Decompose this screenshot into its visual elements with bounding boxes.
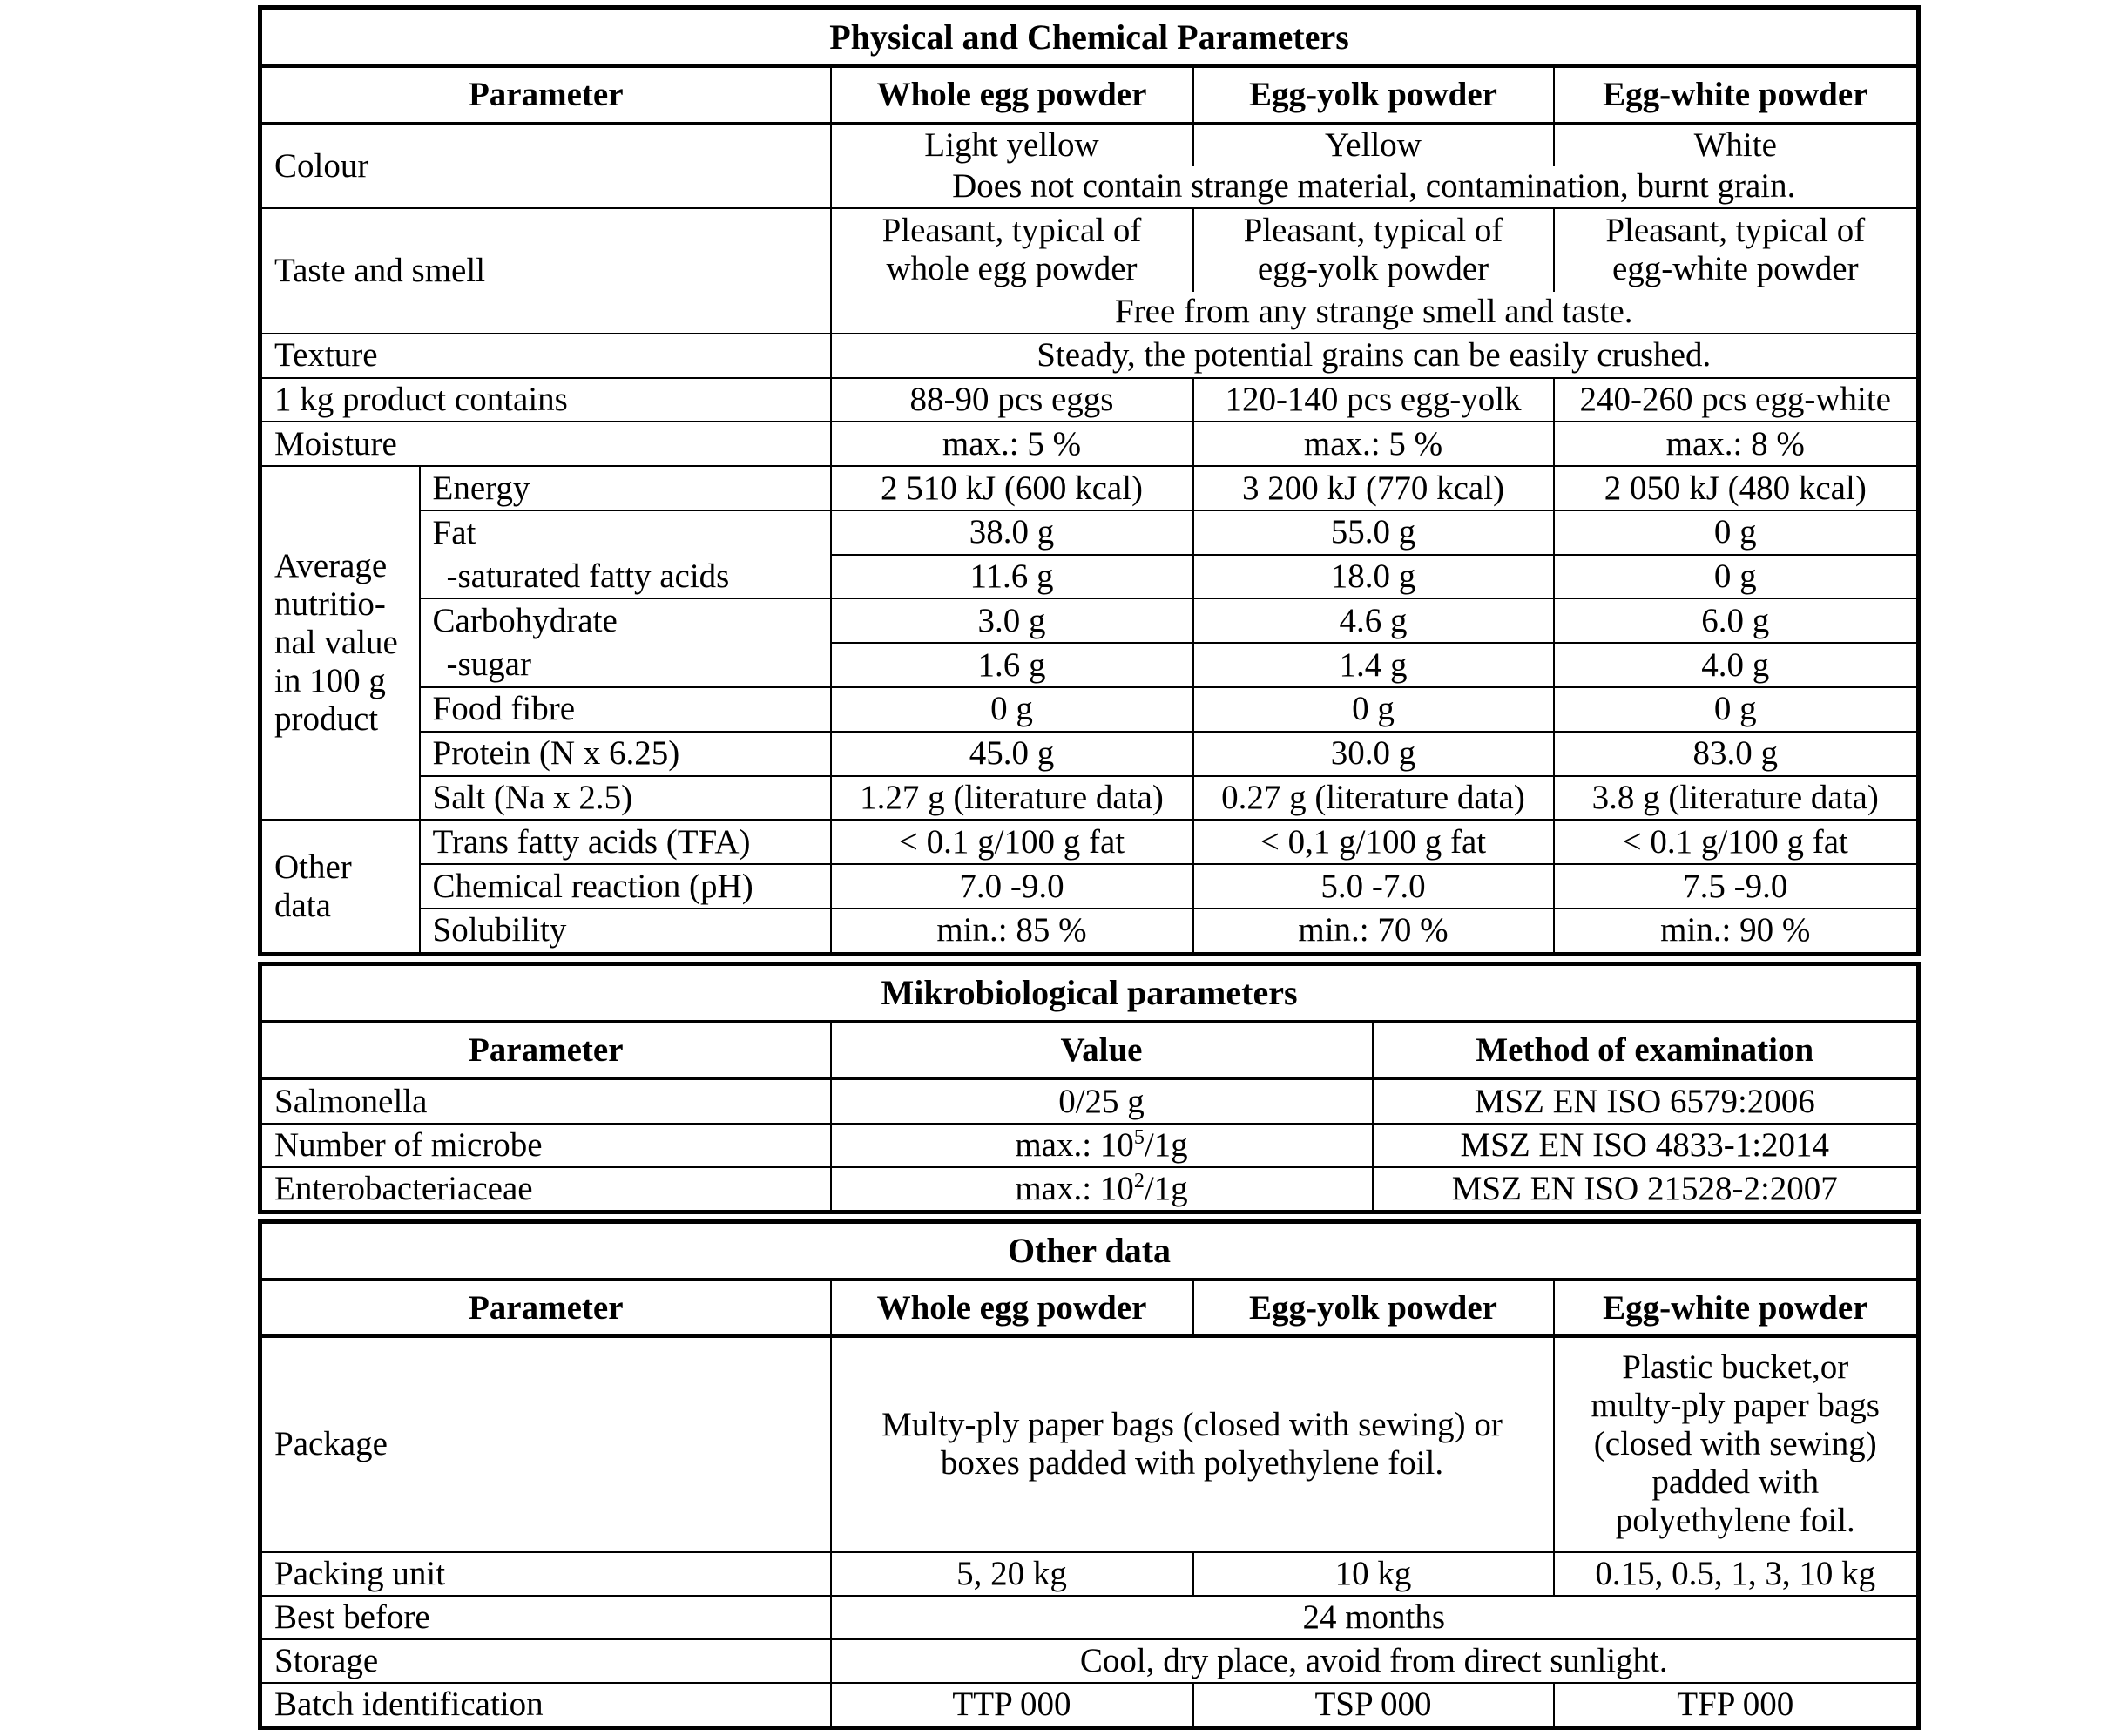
texture-label: Texture bbox=[260, 334, 831, 378]
salmonella-method: MSZ EN ISO 6579:2006 bbox=[1373, 1078, 1919, 1123]
package-shared-line1: Multy-ply paper bags (closed with sewing) or bbox=[881, 1406, 1503, 1444]
saturated-whole: 11.6 g bbox=[831, 555, 1193, 599]
salt-white: 3.8 g (literature data) bbox=[1554, 776, 1919, 821]
enterobacteriaceae-value bbox=[831, 1167, 1373, 1212]
fibre-white: 0 g bbox=[1554, 687, 1919, 732]
fibre-label: Food fibre bbox=[420, 687, 831, 732]
contains-yolk: 120-140 pcs egg-yolk bbox=[1193, 378, 1554, 422]
package-white-line: padded with bbox=[1651, 1463, 1820, 1502]
saturated-white: 0 g bbox=[1554, 555, 1919, 599]
packing-unit-white: 0.15, 0.5, 1, 3, 10 kg bbox=[1554, 1552, 1919, 1596]
storage-value: Cool, dry place, avoid from direct sunlight. bbox=[831, 1639, 1919, 1683]
taste-white-line1: Pleasant, typical of bbox=[1605, 212, 1866, 250]
package-white-line: polyethylene foil. bbox=[1615, 1502, 1855, 1540]
package-shared-line2: boxes padded with polyethylene foil. bbox=[940, 1444, 1444, 1483]
taste-whole-line2: whole egg powder bbox=[886, 250, 1138, 288]
saturated-yolk: 18.0 g bbox=[1193, 555, 1554, 599]
enterobacteriaceae-value-tail: /1g bbox=[1144, 1169, 1188, 1207]
batch-yolk: TSP 000 bbox=[1193, 1683, 1554, 1728]
taste-whole bbox=[831, 208, 1193, 293]
package-white-line: multy-ply paper bags bbox=[1591, 1387, 1880, 1425]
colour-note: Does not contain strange material, contamination, burnt grain. bbox=[831, 166, 1919, 208]
salmonella-label: Salmonella bbox=[260, 1078, 831, 1123]
ph-label: Chemical reaction (pH) bbox=[420, 864, 831, 909]
taste-whole-line1: Pleasant, typical of bbox=[881, 212, 1142, 250]
nutrition-label-line: nal value bbox=[274, 624, 398, 662]
header-whole-egg: Whole egg powder bbox=[831, 66, 1193, 124]
microbe-value bbox=[831, 1124, 1373, 1167]
taste-yolk bbox=[1193, 208, 1554, 293]
enterobacteriaceae-label: Enterobacteriaceae bbox=[260, 1167, 831, 1212]
fat-white: 0 g bbox=[1554, 510, 1919, 555]
header-egg-white: Egg-white powder bbox=[1554, 1280, 1919, 1336]
microbe-value-base: max.: 10 bbox=[1015, 1125, 1134, 1164]
table-title: Physical and Chemical Parameters bbox=[260, 8, 1919, 67]
energy-yolk: 3 200 kJ (770 kcal) bbox=[1193, 466, 1554, 510]
table-title: Other data bbox=[260, 1222, 1919, 1280]
moisture-white: max.: 8 % bbox=[1554, 422, 1919, 466]
protein-label: Protein (N x 6.25) bbox=[420, 732, 831, 776]
nutrition-label-line: in 100 g bbox=[274, 662, 386, 700]
carbohydrate-whole: 3.0 g bbox=[831, 598, 1193, 643]
ph-whole: 7.0 -9.0 bbox=[831, 864, 1193, 909]
batch-white: TFP 000 bbox=[1554, 1683, 1919, 1728]
saturated-label: -saturated fatty acids bbox=[420, 555, 831, 599]
package-white-line: (closed with sewing) bbox=[1593, 1425, 1877, 1463]
sugar-yolk: 1.4 g bbox=[1193, 643, 1554, 687]
colour-whole: Light yellow bbox=[831, 124, 1193, 166]
sugar-white: 4.0 g bbox=[1554, 643, 1919, 687]
package-shared bbox=[831, 1336, 1554, 1551]
header-parameter: Parameter bbox=[260, 66, 831, 124]
contains-whole: 88-90 pcs eggs bbox=[831, 378, 1193, 422]
header-method: Method of examination bbox=[1373, 1022, 1919, 1078]
protein-white: 83.0 g bbox=[1554, 732, 1919, 776]
other-label-line: Other bbox=[274, 848, 352, 886]
header-parameter: Parameter bbox=[260, 1280, 831, 1336]
moisture-whole: max.: 5 % bbox=[831, 422, 1193, 466]
packing-unit-yolk: 10 kg bbox=[1193, 1552, 1554, 1596]
ph-yolk: 5.0 -7.0 bbox=[1193, 864, 1554, 909]
fat-label: Fat bbox=[420, 510, 831, 555]
microbe-method: MSZ EN ISO 4833-1:2014 bbox=[1373, 1124, 1919, 1167]
carbohydrate-label: Carbohydrate bbox=[420, 598, 831, 643]
sugar-label: -sugar bbox=[420, 643, 831, 687]
package-label: Package bbox=[260, 1336, 831, 1551]
batch-whole: TTP 000 bbox=[831, 1683, 1193, 1728]
header-egg-yolk: Egg-yolk powder bbox=[1193, 1280, 1554, 1336]
other-label-line: data bbox=[274, 886, 331, 924]
taste-white bbox=[1554, 208, 1919, 293]
taste-label: Taste and smell bbox=[260, 208, 831, 334]
fibre-whole: 0 g bbox=[831, 687, 1193, 732]
energy-white: 2 050 kJ (480 kcal) bbox=[1554, 466, 1919, 510]
colour-yolk: Yellow bbox=[1193, 124, 1554, 166]
microbe-value-exponent: 5 bbox=[1133, 1125, 1145, 1149]
best-before-value: 24 months bbox=[831, 1596, 1919, 1639]
package-white bbox=[1554, 1336, 1919, 1551]
header-whole-egg: Whole egg powder bbox=[831, 1280, 1193, 1336]
other-group-label bbox=[260, 820, 420, 954]
fat-whole: 38.0 g bbox=[831, 510, 1193, 555]
salt-yolk: 0.27 g (literature data) bbox=[1193, 776, 1554, 821]
energy-whole: 2 510 kJ (600 kcal) bbox=[831, 466, 1193, 510]
tfa-white: < 0.1 g/100 g fat bbox=[1554, 820, 1919, 864]
packing-unit-whole: 5, 20 kg bbox=[831, 1552, 1193, 1596]
package-white-line: Plastic bucket,or bbox=[1622, 1348, 1849, 1387]
moisture-label: Moisture bbox=[260, 422, 831, 466]
solubility-yolk: min.: 70 % bbox=[1193, 909, 1554, 955]
taste-yolk-line1: Pleasant, typical of bbox=[1243, 212, 1503, 250]
protein-whole: 45.0 g bbox=[831, 732, 1193, 776]
header-value: Value bbox=[831, 1022, 1373, 1078]
solubility-white: min.: 90 % bbox=[1554, 909, 1919, 955]
microbe-label: Number of microbe bbox=[260, 1124, 831, 1167]
nutrition-group-label bbox=[260, 466, 420, 820]
solubility-label: Solubility bbox=[420, 909, 831, 955]
physical-chemical-table bbox=[258, 5, 1921, 956]
microbe-value-tail: /1g bbox=[1144, 1125, 1188, 1164]
moisture-yolk: max.: 5 % bbox=[1193, 422, 1554, 466]
nutrition-label-line: Average bbox=[274, 547, 388, 585]
storage-label: Storage bbox=[260, 1639, 831, 1683]
ph-white: 7.5 -9.0 bbox=[1554, 864, 1919, 909]
protein-yolk: 30.0 g bbox=[1193, 732, 1554, 776]
other-data-table bbox=[258, 1219, 1921, 1730]
packing-unit-label: Packing unit bbox=[260, 1552, 831, 1596]
tfa-label: Trans fatty acids (TFA) bbox=[420, 820, 831, 864]
contains-white: 240-260 pcs egg-white bbox=[1554, 378, 1919, 422]
header-egg-yolk: Egg-yolk powder bbox=[1193, 66, 1554, 124]
colour-white: White bbox=[1554, 124, 1919, 166]
salmonella-value: 0/25 g bbox=[831, 1078, 1373, 1123]
tfa-yolk: < 0,1 g/100 g fat bbox=[1193, 820, 1554, 864]
taste-yolk-line2: egg-yolk powder bbox=[1257, 250, 1489, 288]
texture-value: Steady, the potential grains can be easily crushed. bbox=[831, 334, 1919, 378]
carbohydrate-yolk: 4.6 g bbox=[1193, 598, 1554, 643]
enterobacteriaceae-value-exponent: 2 bbox=[1133, 1169, 1145, 1192]
contains-label: 1 kg product contains bbox=[260, 378, 831, 422]
fat-yolk: 55.0 g bbox=[1193, 510, 1554, 555]
header-egg-white: Egg-white powder bbox=[1554, 66, 1919, 124]
enterobacteriaceae-value-base: max.: 10 bbox=[1015, 1169, 1134, 1207]
table-title: Mikrobiological parameters bbox=[260, 964, 1919, 1023]
salt-label: Salt (Na x 2.5) bbox=[420, 776, 831, 821]
energy-label: Energy bbox=[420, 466, 831, 510]
fibre-yolk: 0 g bbox=[1193, 687, 1554, 732]
header-parameter: Parameter bbox=[260, 1022, 831, 1078]
taste-white-line2: egg-white powder bbox=[1611, 250, 1859, 288]
enterobacteriaceae-method: MSZ EN ISO 21528-2:2007 bbox=[1373, 1167, 1919, 1212]
taste-note: Free from any strange smell and taste. bbox=[831, 292, 1919, 334]
tfa-whole: < 0.1 g/100 g fat bbox=[831, 820, 1193, 864]
carbohydrate-white: 6.0 g bbox=[1554, 598, 1919, 643]
best-before-label: Best before bbox=[260, 1596, 831, 1639]
nutrition-label-line: nutritio- bbox=[274, 585, 386, 624]
microbiological-table bbox=[258, 962, 1921, 1214]
batch-label: Batch identification bbox=[260, 1683, 831, 1728]
salt-whole: 1.27 g (literature data) bbox=[831, 776, 1193, 821]
solubility-whole: min.: 85 % bbox=[831, 909, 1193, 955]
colour-label: Colour bbox=[260, 124, 831, 207]
nutrition-label-line: product bbox=[274, 700, 379, 739]
sugar-whole: 1.6 g bbox=[831, 643, 1193, 687]
